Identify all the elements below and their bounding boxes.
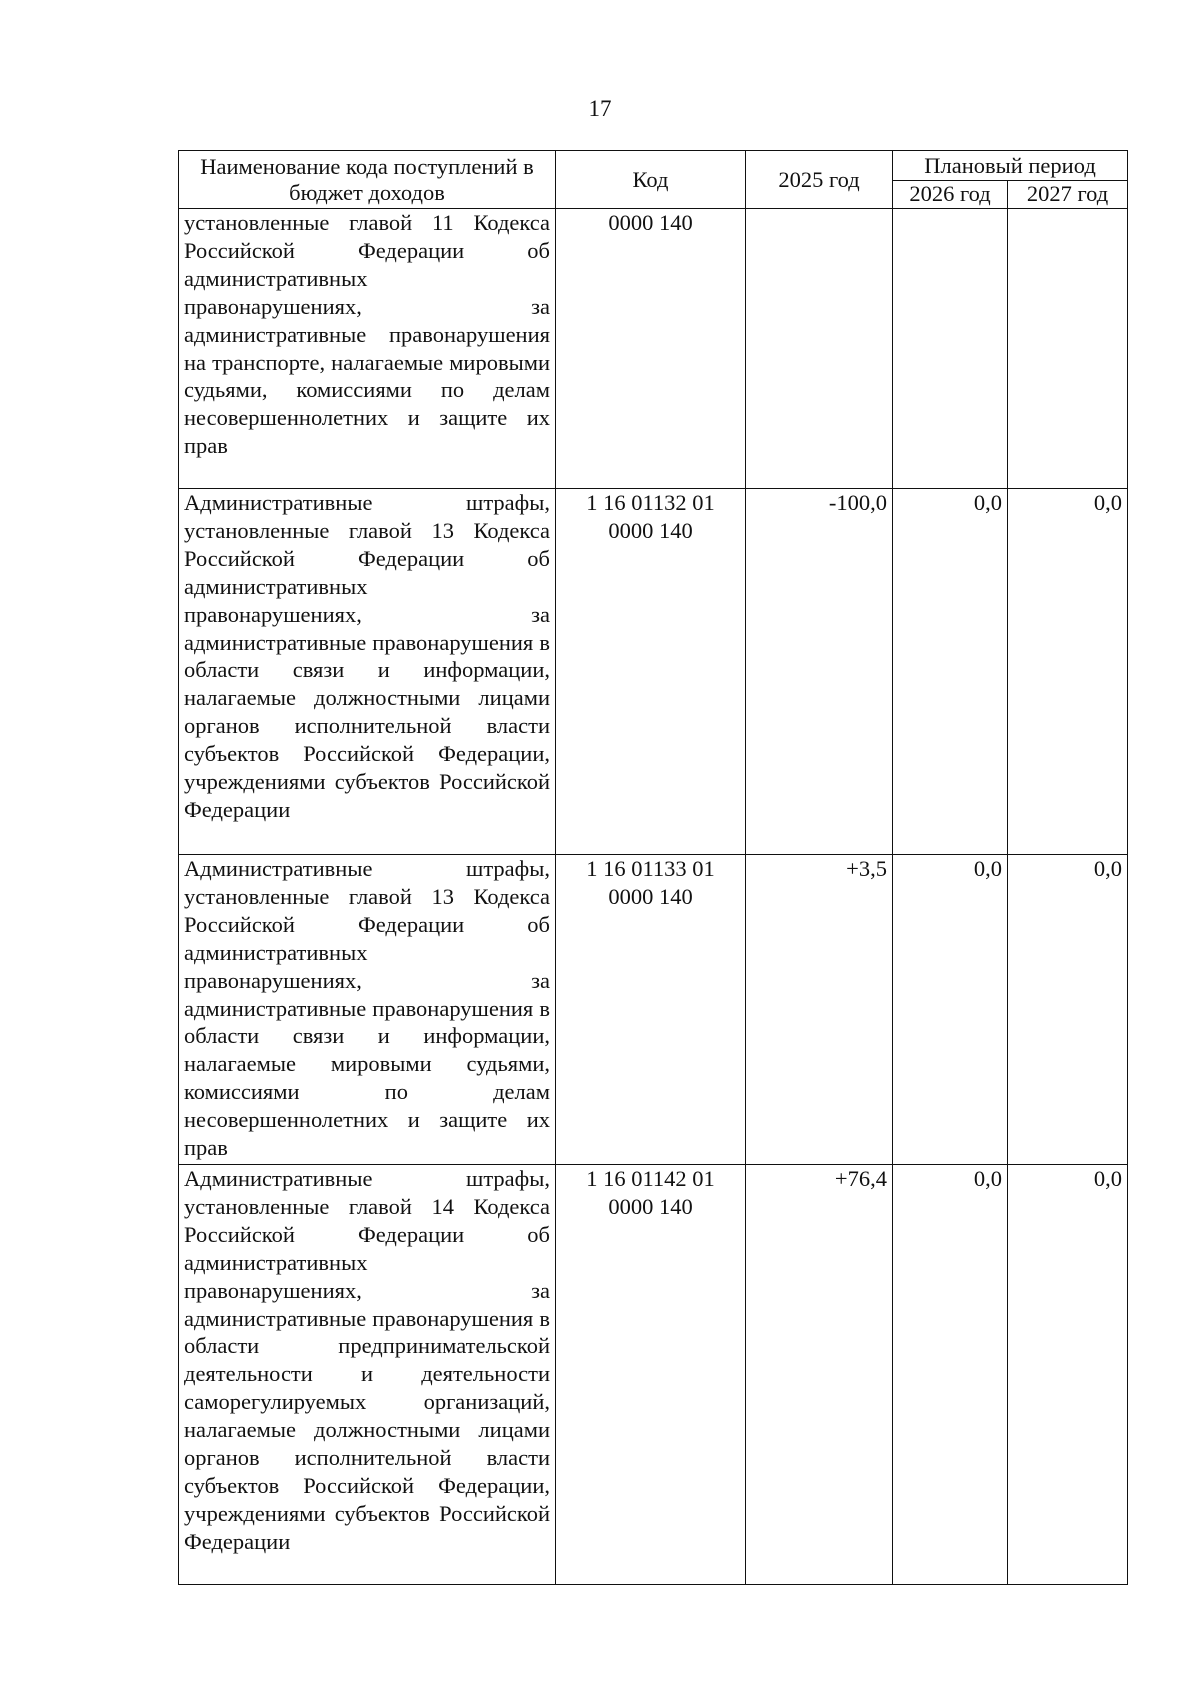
revenue-table xyxy=(178,150,1128,1585)
row-code: 1 16 01133 01 0000 140 xyxy=(556,855,746,1165)
row-value-2027: 0,0 xyxy=(1008,855,1128,1165)
header-planned-period: Плановый период xyxy=(893,151,1128,181)
row-value-2027: 0,0 xyxy=(1008,489,1128,855)
row-value-2026: 0,0 xyxy=(893,1165,1008,1585)
row-name: установленные главой 11 Кодекса Российской Федерации об административных правонарушениях, за административные правонарушения на транспорте, налагаемые мировыми судьями, комиссиями по делам несовершеннолетних и защите их прав xyxy=(179,209,556,489)
row-value-2027: 0,0 xyxy=(1008,1165,1128,1585)
table-row xyxy=(179,489,1128,855)
row-name: Административные штрафы, установленные главой 13 Кодекса Российской Федерации об административных правонарушениях, за административные правонарушения в области связи и информации, налагаемые должностными лицами органов исполнительной власти субъектов Российской Федерации, учреждениями субъектов Российской Федерации xyxy=(179,489,556,855)
row-value-2025: -100,0 xyxy=(746,489,893,855)
header-year-2025: 2025 год xyxy=(746,151,893,209)
row-code: 0000 140 xyxy=(556,209,746,489)
row-name: Административные штрафы, установленные главой 14 Кодекса Российской Федерации об административных правонарушениях, за административные правонарушения в области предпринимательской деятельности и деятельности саморегулируемых организаций, налагаемые должностными лицами органов исполнительной власти субъектов Российской Федерации, учреждениями субъектов Российской Федерации xyxy=(179,1165,556,1585)
row-value-2026: 0,0 xyxy=(893,489,1008,855)
row-code: 1 16 01142 01 0000 140 xyxy=(556,1165,746,1585)
row-value-2026 xyxy=(893,209,1008,489)
table-row xyxy=(179,209,1128,489)
header-name: Наименование кода поступлений в бюджет доходов xyxy=(179,151,556,209)
page-number: 17 xyxy=(588,96,612,121)
row-value-2025: +3,5 xyxy=(746,855,893,1165)
row-value-2026: 0,0 xyxy=(893,855,1008,1165)
row-value-2025: +76,4 xyxy=(746,1165,893,1585)
row-value-2025 xyxy=(746,209,893,489)
header-year-2026: 2026 год xyxy=(893,181,1008,209)
row-value-2027 xyxy=(1008,209,1128,489)
header-code: Код xyxy=(556,151,746,209)
table-row xyxy=(179,1165,1128,1585)
header-year-2027: 2027 год xyxy=(1008,181,1128,209)
table-row xyxy=(179,855,1128,1165)
row-code: 1 16 01132 01 0000 140 xyxy=(556,489,746,855)
row-name: Административные штрафы, установленные главой 13 Кодекса Российской Федерации об административных правонарушениях, за административные правонарушения в области связи и информации, налагаемые мировыми судьями, комиссиями по делам несовершеннолетних и защите их прав xyxy=(179,855,556,1165)
